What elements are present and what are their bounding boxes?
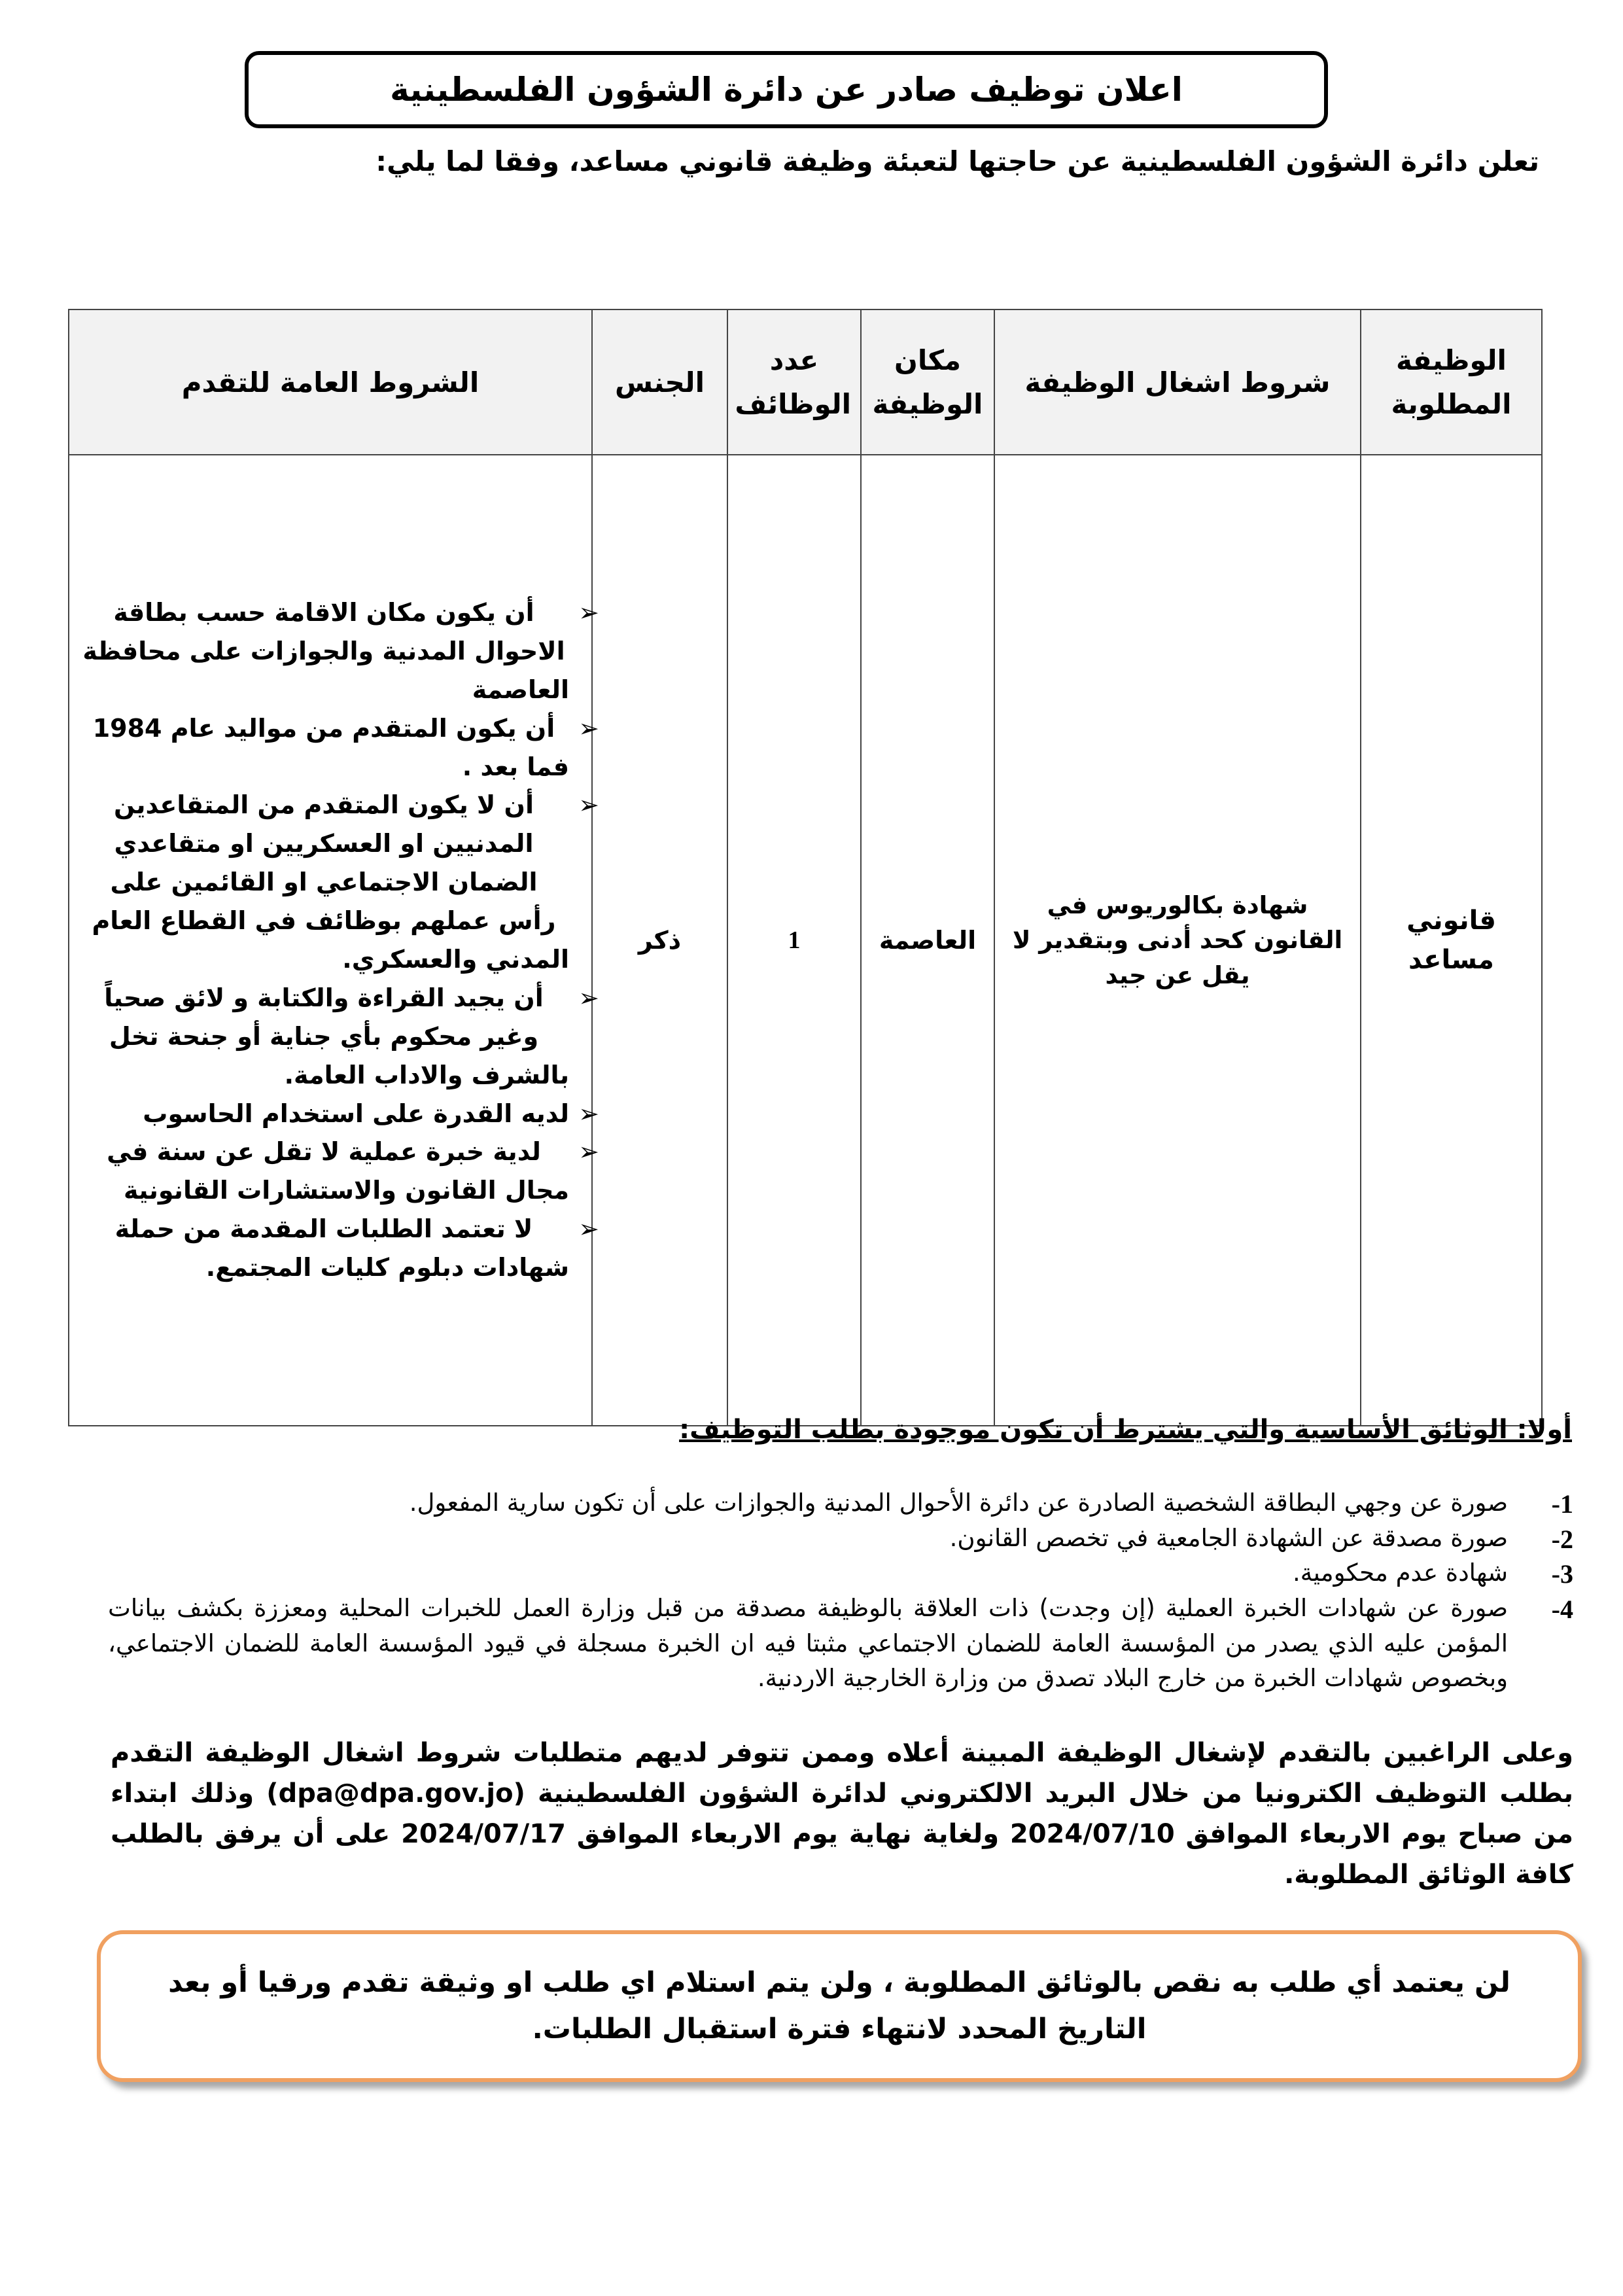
checkmark-arrow-icon: ➢ <box>578 983 599 1012</box>
cell-count: 1 <box>727 455 861 1426</box>
list-item: 3- شهادة عدم محكومية. <box>1293 1559 1573 1589</box>
intro-text: تعلن دائرة الشؤون الفلسطينية عن حاجتها لتعبئة وظيفة قانوني مساعد، وفقا لما يلي: <box>375 145 1539 177</box>
documents-heading: أولا: الوثائق الأساسية والتي يشترط أن تكون موجودة بطلب التوظيف: <box>679 1415 1572 1445</box>
application-instructions: وعلى الراغبين بالتقدم لإشغال الوظيفة المبينة أعلاه وممن تتوفر لديهم متطلبات شروط اشغال الوظيفة التقدم بطلب التوظيف الكترونيا من خلال البريد الالكتروني لدائرة الشؤون الفلسطينية (dpa@dpa.gov.jo) وذلك ابتداء من صباح يوم الاربعاء الموافق 2024/07/10 ولغاية نهاية يوم الاربعاء الموافق 2024/07/17 على أن يرفق بالطلب كافة الوثائق المطلوبة. <box>111 1738 1573 1890</box>
announcement-title: اعلان توظيف صادر عن دائرة الشؤون الفلسطينية <box>245 51 1328 128</box>
header-count: عدد الوظائف <box>727 309 861 455</box>
condition-item: ➢ لديه القدرة على استخدام الحاسوب <box>79 1095 582 1133</box>
checkmark-arrow-icon: ➢ <box>578 713 599 743</box>
header-gender: الجنس <box>592 309 727 455</box>
condition-item: ➢ لا تعتمد الطلبات المقدمة من حملة شهادات دبلوم كليات المجتمع. <box>79 1210 582 1287</box>
checkmark-arrow-icon: ➢ <box>578 1099 599 1128</box>
list-item: 4- صورة عن شهادات الخبرة العملية (إن وجدت) ذات العلاقة بالوظيفة مصدقة من قبل وزارة العمل للخبرات المحلية ومعززة بكشف بيانات المؤمن عليه الذي يصدر من المؤسسة العامة للضمان الاجتماعي مثبتا فيه ان الخبرة مسجلة في قيود المؤسسة العامة للضمان الاجتماعي، وبخصوص شهادات الخبرة من خارج البلاد تصدق من وزارة الخارجية الاردنية. <box>108 1593 1573 1693</box>
checkmark-arrow-icon: ➢ <box>578 597 599 627</box>
checkmark-arrow-icon: ➢ <box>578 1137 599 1167</box>
condition-item: ➢ أن يكون المتقدم من مواليد عام 1984 فما بعد . <box>79 709 582 786</box>
list-item: 1- صورة عن وجهي البطاقة الشخصية الصادرة عن دائرة الأحوال المدنية والجوازات على أن تكون سارية المفعول. <box>409 1489 1573 1519</box>
cell-general-conditions <box>69 455 599 1426</box>
cell-requirements: شهادة بكالوريوس في القانون كحد أدنى وبتقدير لا يقل عن جيد <box>994 455 1361 1426</box>
job-table <box>68 309 1543 1426</box>
cell-gender: ذكر <box>592 455 727 1426</box>
cell-job: قانوني مساعد <box>1361 455 1542 1426</box>
header-general-conditions: الشروط العامة للتقدم <box>69 309 592 455</box>
condition-item: ➢ أن يكون مكان الاقامة حسب بطاقة الاحوال المدنية والجوازات على محافظة العاصمة <box>79 593 582 709</box>
documents-list <box>108 1485 1573 1696</box>
header-job: الوظيفة المطلوبة <box>1361 309 1542 455</box>
condition-item: ➢ لدية خبرة عملية لا تقل عن سنة في مجال القانون والاستشارات القانونية <box>79 1133 582 1210</box>
table-header-row <box>69 309 1542 455</box>
checkmark-arrow-icon: ➢ <box>578 1214 599 1244</box>
checkmark-arrow-icon: ➢ <box>578 790 599 820</box>
list-item: 2- صورة مصدقة عن الشهادة الجامعية في تخصص القانون. <box>949 1523 1573 1554</box>
condition-item: ➢ أن لا يكون المتقدم من المتقاعدين المدنيين او العسكريين او متقاعدي الضمان الاجتماعي او القائمين على رأس عملهم بوظائف في القطاع العام المدني والعسكري. <box>79 786 582 978</box>
notice-box: لن يعتمد أي طلب به نقص بالوثائق المطلوبة ، ولن يتم استلام اي طلب او وثيقة تقدم ورقيا أو بعد التاريخ المحدد لانتهاء فترة استقبال الطلبات. <box>97 1930 1582 2082</box>
header-location: مكان الوظيفة <box>861 309 994 455</box>
table-row <box>69 455 1542 1426</box>
cell-location: العاصمة <box>861 455 994 1426</box>
header-requirements: شروط اشغال الوظيفة <box>994 309 1361 455</box>
condition-item: ➢ أن يجيد القراءة والكتابة و لائق صحياً وغير محكوم بأي جناية أو جنحة تخل بالشرف والاداب العامة. <box>79 979 582 1095</box>
